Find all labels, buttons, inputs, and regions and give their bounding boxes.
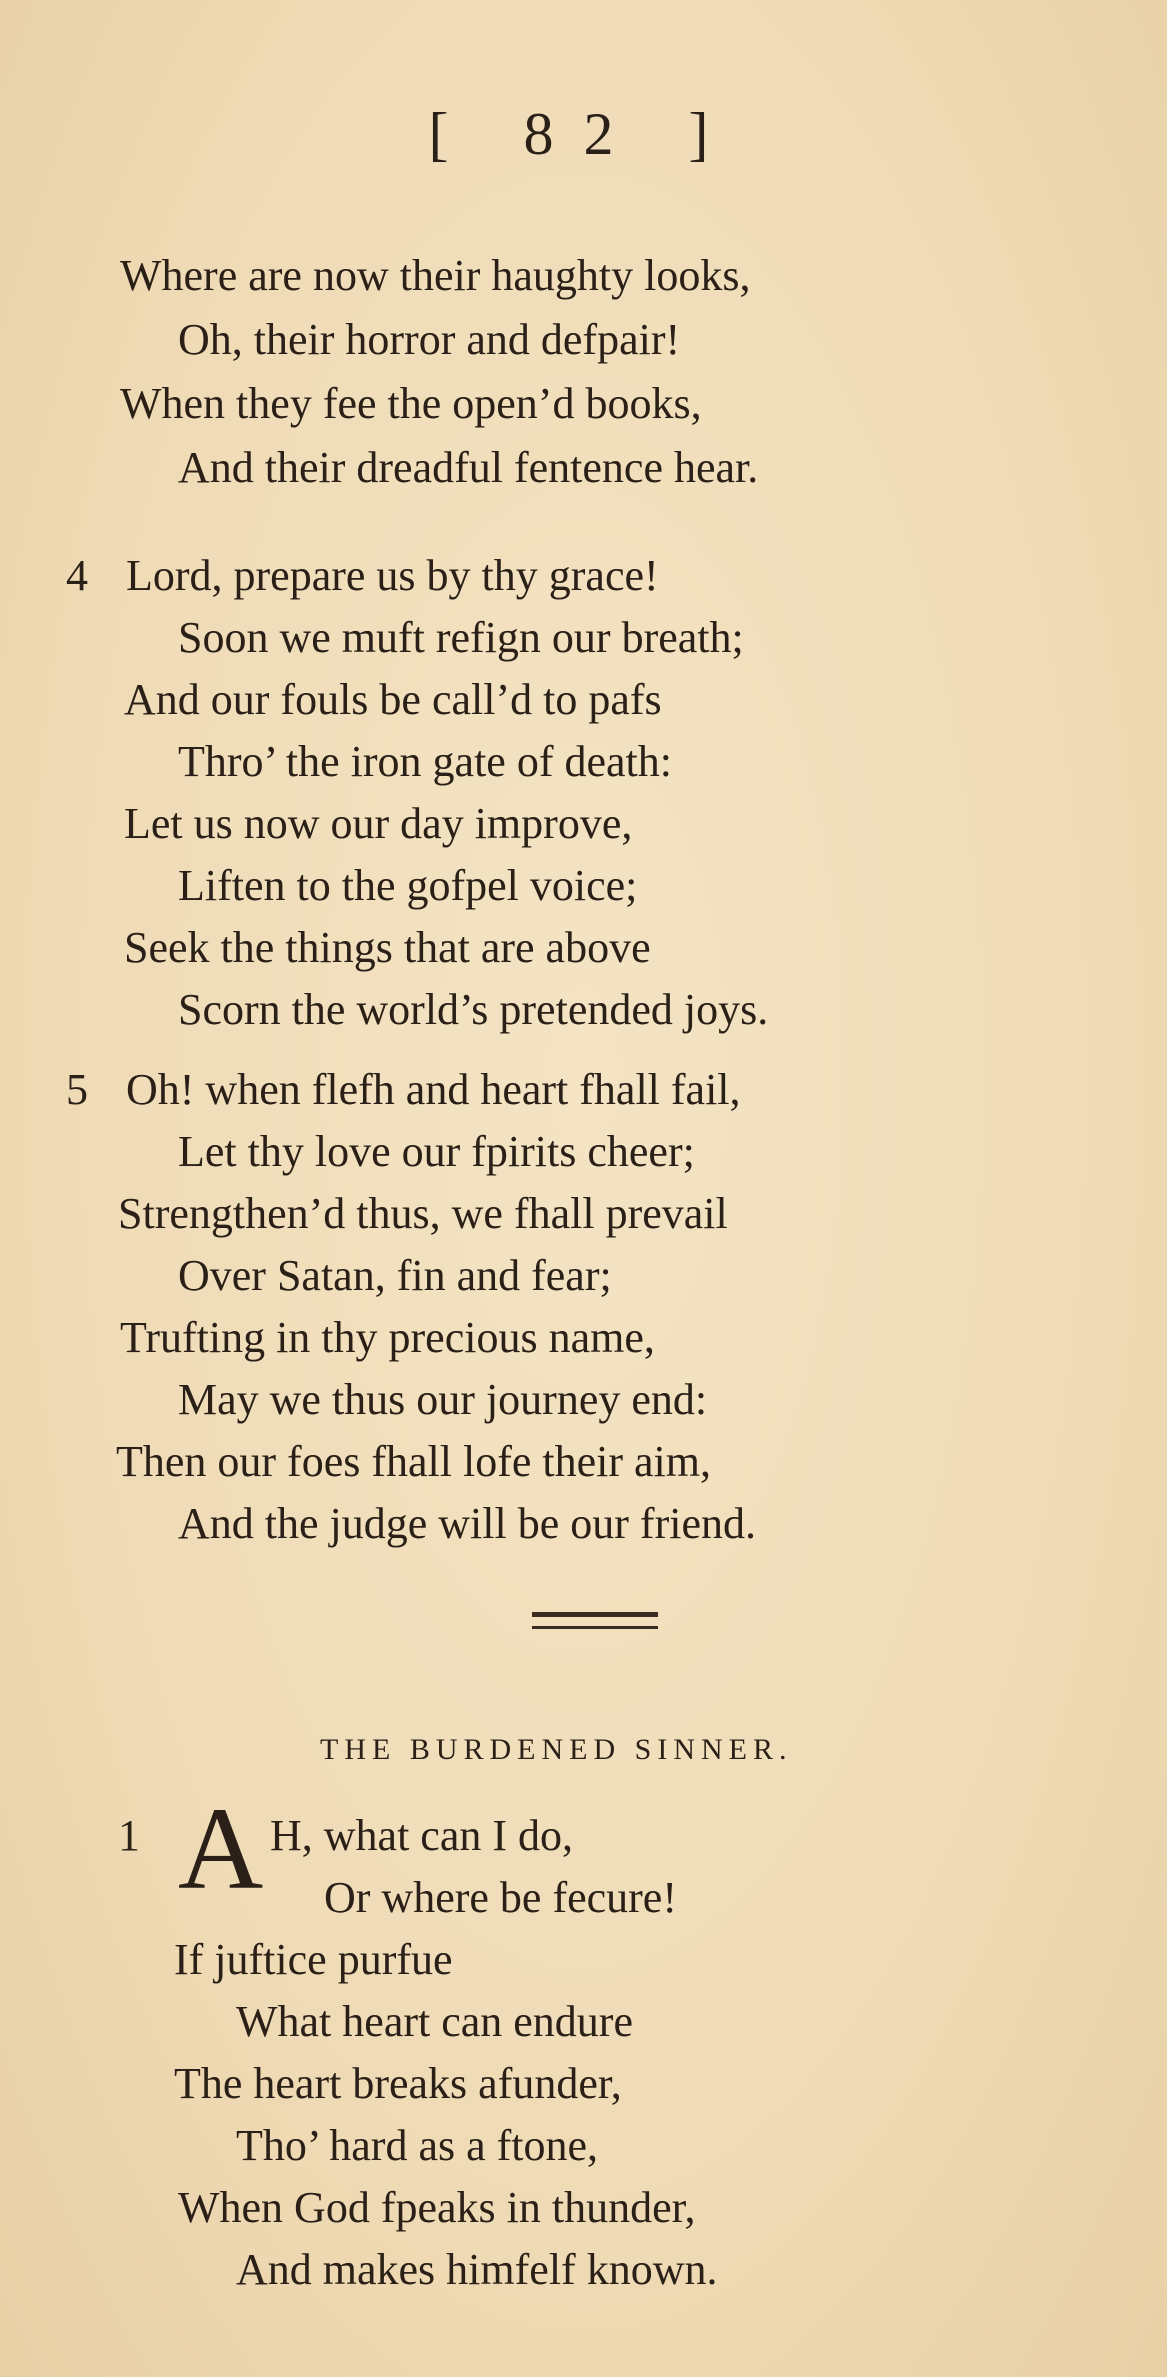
stanza-number: 5 xyxy=(66,1065,88,1114)
page-number: [ 82 ] xyxy=(428,101,739,167)
verse-line: Over Satan, fin and fear; xyxy=(178,1251,612,1300)
verse-line: What heart can endure xyxy=(236,1997,633,2046)
stanza-number: 4 xyxy=(66,551,88,600)
verse-line: When they fee the open’d books, xyxy=(120,379,702,428)
verse-line: Lord, prepare us by thy grace! xyxy=(126,551,659,600)
verse-line: Oh! when flefh and heart fhall fail, xyxy=(126,1065,741,1114)
verse-line: The heart breaks afunder, xyxy=(174,2059,622,2108)
verse-line: Where are now their haughty looks, xyxy=(120,251,751,300)
verse-line: Seek the things that are above xyxy=(124,923,651,972)
verse-line: And makes himfelf known. xyxy=(236,2245,718,2294)
verse-line: May we thus our journey end: xyxy=(178,1375,708,1424)
verse-line: And their dreadful fentence hear. xyxy=(178,443,759,492)
verse-line: Oh, their horror and defpair! xyxy=(178,315,681,364)
verse-line: Then our foes fhall lofe their aim, xyxy=(116,1437,712,1486)
verse-line: H, what can I do, xyxy=(270,1811,574,1860)
divider-rule-bottom xyxy=(532,1626,658,1629)
verse-line: Scorn the world’s pretended joys. xyxy=(178,985,769,1034)
verse-line: Strengthen’d thus, we fhall prevail xyxy=(118,1189,728,1238)
verse-line: Thro’ the iron gate of death: xyxy=(178,737,672,786)
verse-line: And our fouls be call’d to pafs xyxy=(124,675,662,724)
verse-line: Tho’ hard as a ftone, xyxy=(236,2121,599,2170)
verse-line: If juftice purfue xyxy=(174,1935,453,1984)
verse-line: Liften to the gofpel voice; xyxy=(178,861,638,910)
verse-line: Soon we muft refign our breath; xyxy=(178,613,744,662)
verse-line: Trufting in thy precious name, xyxy=(120,1313,655,1362)
hymn-title: THE BURDENED SINNER. xyxy=(320,1733,793,1766)
verse-line: And the judge will be our friend. xyxy=(178,1499,756,1548)
verse-line: Let thy love our fpirits cheer; xyxy=(178,1127,695,1176)
stanza-number: 1 xyxy=(118,1811,140,1860)
drop-cap: A xyxy=(178,1783,264,1914)
verse-line: When God fpeaks in thunder, xyxy=(178,2183,696,2232)
divider-rule-top xyxy=(532,1612,658,1617)
verse-line: Or where be fecure! xyxy=(324,1873,677,1922)
verse-line: Let us now our day improve, xyxy=(124,799,633,848)
